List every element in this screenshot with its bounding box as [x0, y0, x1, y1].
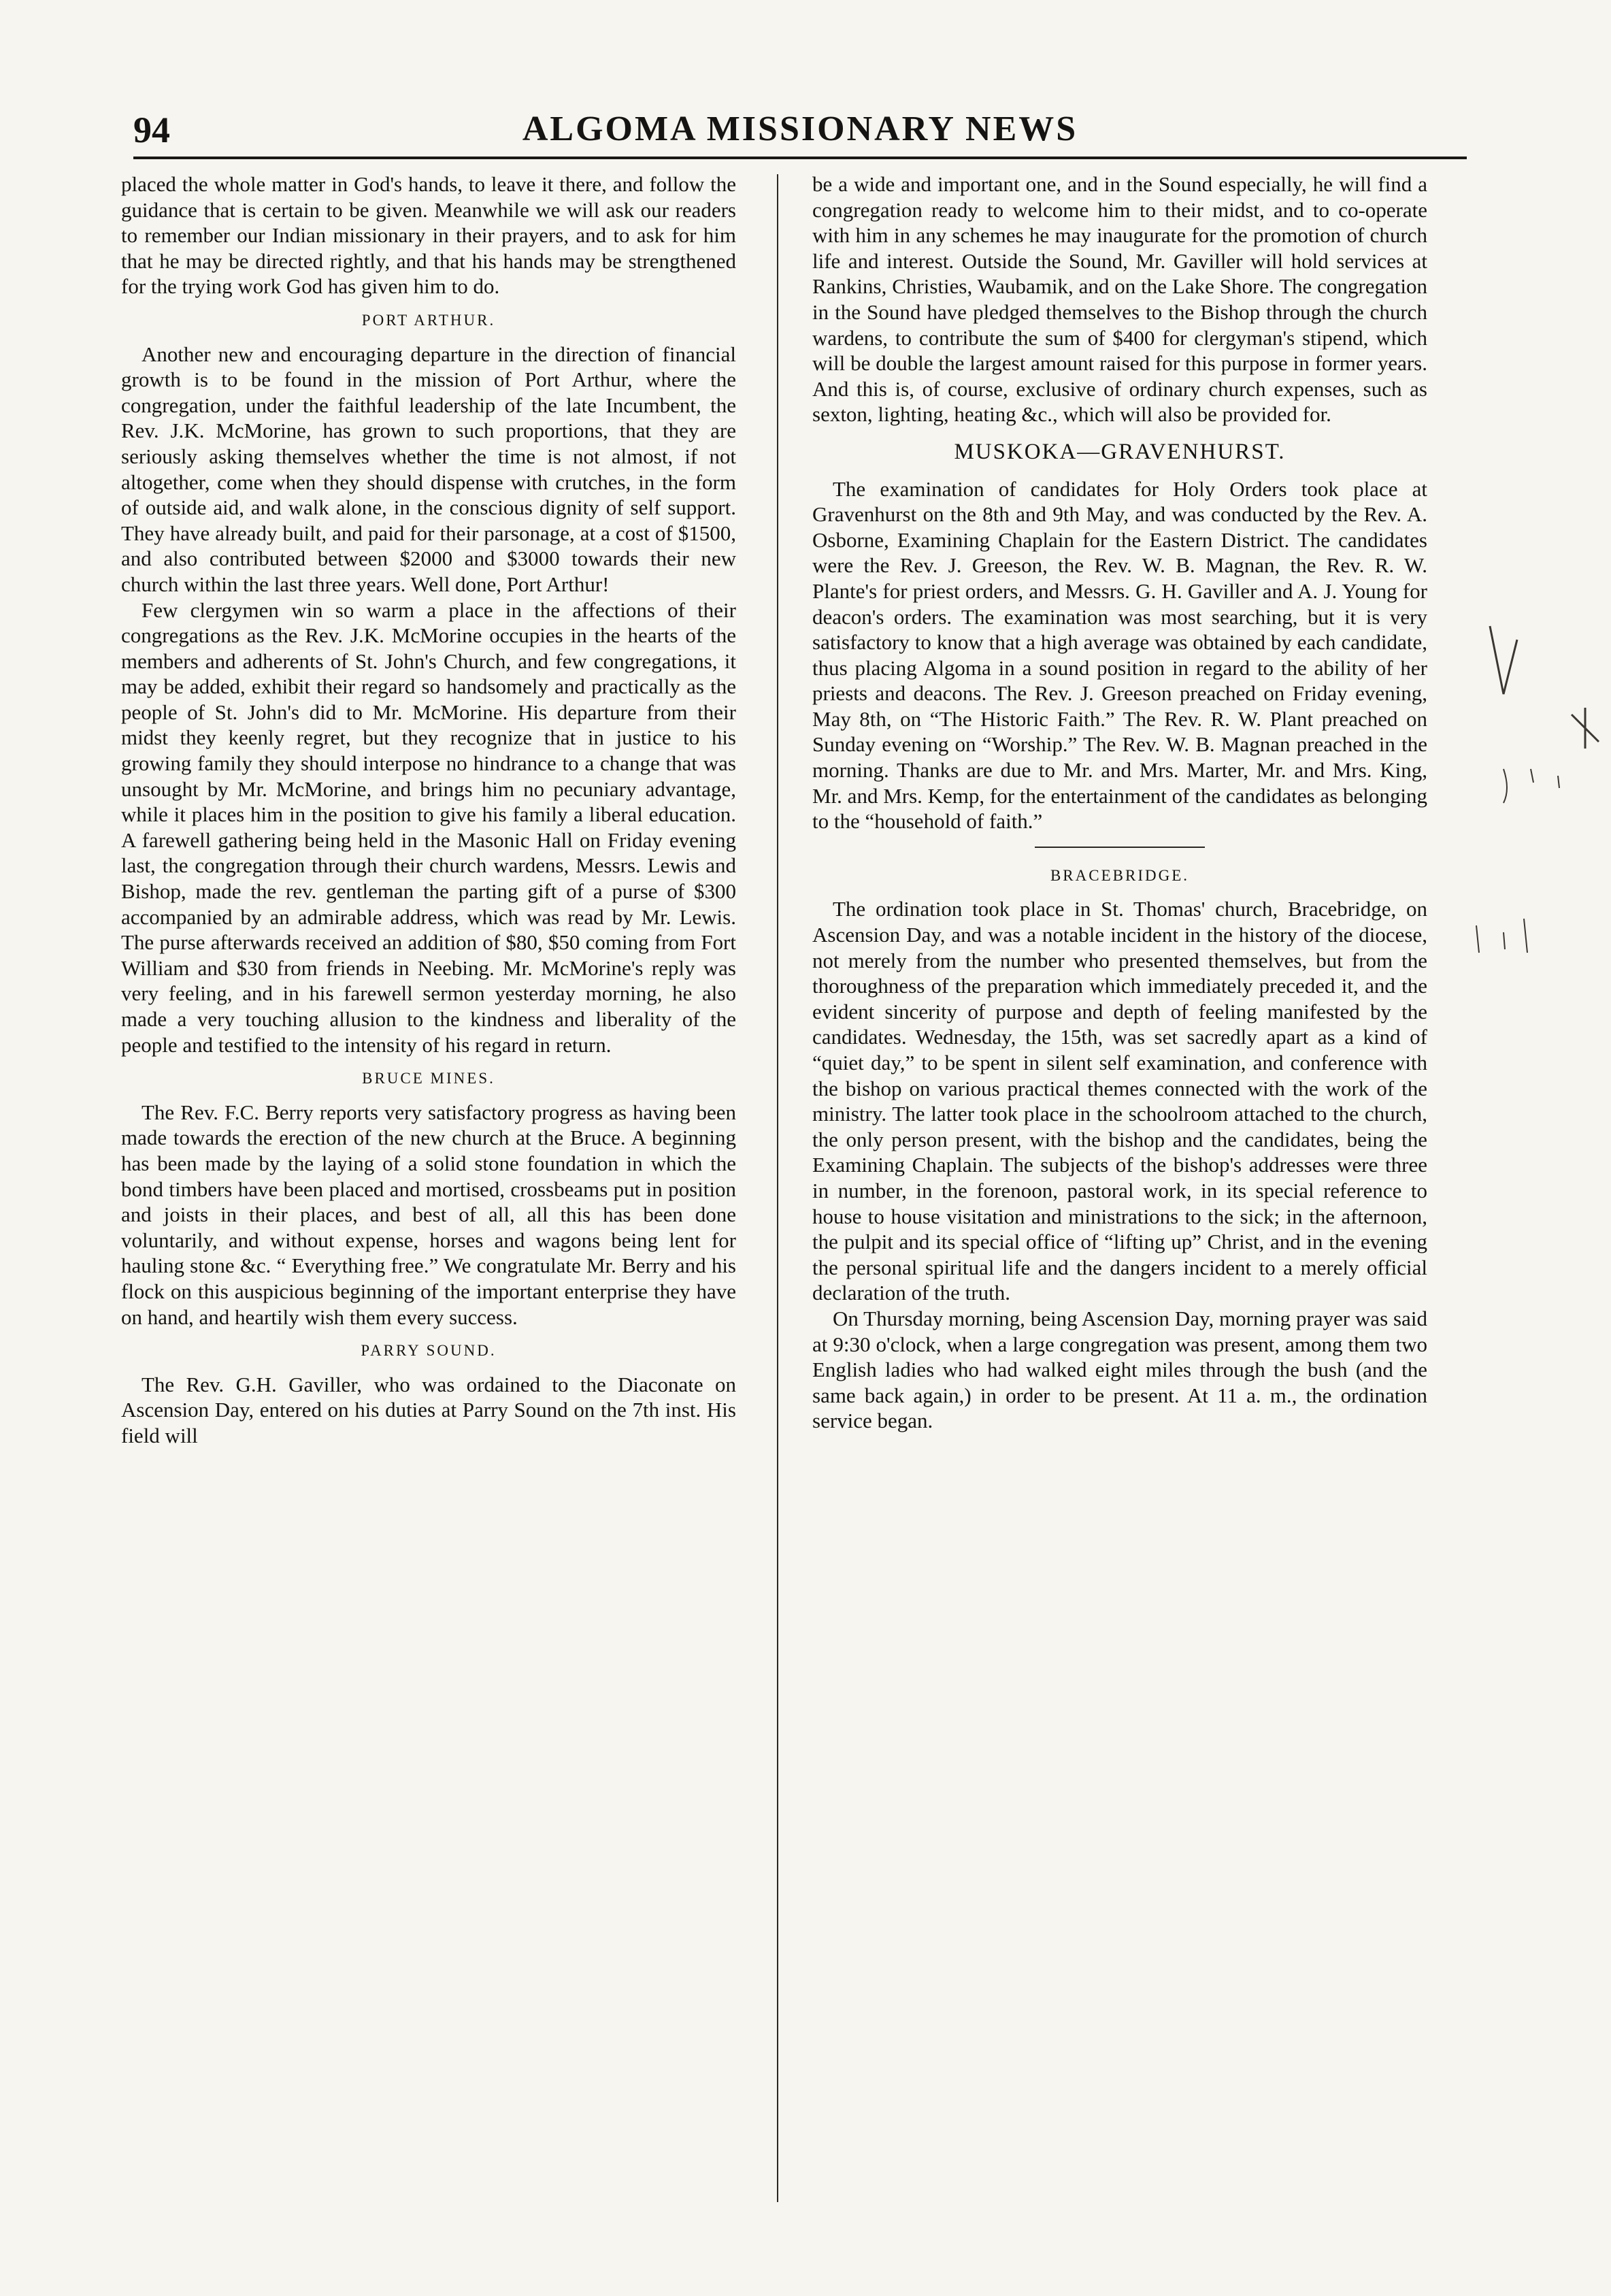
- heading-parry-sound: PARRY SOUND.: [361, 1342, 497, 1360]
- port-arthur-paragraph-2: Few clergymen win so warm a place in the affections of their congregations as the Rev. J.K. McMorine occupies in the hearts of the members and adherents of St. John's Church, and few congregations, it may be added, exhibit their regard so handsomely and practically as the people of St. John's did to Mr. McMorine. His departure from their midst they keenly regret, but they recognize that in justice to his growing family they should interpose no hindrance to a change that was unsought by Mr. McMorine, and brings him no pecuniary advantage, while it places him in the position to give his family a liberal education. A farewell gathering being held in the Masonic Hall on Friday evening last, the congregation through their church wardens, Messrs. Lewis and Bishop, made the rev. gentleman the parting gift of a purse of $300 accompanied by an admirable address, which was read by Mr. Lewis. The purse afterwards received an addition of $80, $50 coming from Fort William and $30 from friends in Neebing. Mr. McMorine's reply was very feeling, and in his farewell sermon yesterday morning, he also made a very touching allusion to the kindness and liberality of the people and testified to the intensity of his regard in return.: [121, 597, 736, 1057]
- parry-sound-continuation: be a wide and important one, and in the Sound especially, he will find a congregation ready to welcome him to their midst, and to co-operate with him in any schemes he may inaugurate for the promotion of church life and interest. Outside the Sound, Mr. Gaviller will hold services at Rankins, Christies, Waubamik, and on the Lake Shore. The congregation in the Sound have pledged themselves to the Bishop through the church wardens, to contribute the sum of $400 for clergyman's stipend, which will be double the largest amount raised for this purpose in former years. And this is, of course, exclusive of ordinary church expenses, such as sexton, lighting, heating &c., which will also be provided for.: [812, 172, 1427, 427]
- heading-bruce-mines: BRUCE MINES.: [362, 1070, 495, 1087]
- port-arthur-paragraph-1: Another new and encouraging departure in the direction of financial growth is to be found in the mission of Port Arthur, where the congregation, under the faithful leadership of the late Incumbent, the Rev. J.K. McMorine, has grown to such proportions, that they are seriously asking themselves whether the time is not almost, if not altogether, come when they should dispense with crutches, in the form of outside aid, and walk alone, in the conscious dignity of self support. They have already built, and paid for their parsonage, at a cost of $1500, and also contributed between $2000 and $3000 towards their new church within the last three years. Well done, Port Arthur!: [121, 342, 736, 596]
- parry-sound-paragraph: The Rev. G.H. Gaviller, who was ordained to the Diaconate on Ascension Day, entered on his duties at Parry Sound on the 7th inst. His field will: [121, 1372, 736, 1447]
- section-divider: [1035, 847, 1205, 848]
- page-header: [133, 109, 1467, 163]
- bracebridge-paragraph-2: On Thursday morning, being Ascension Day, morning prayer was said at 9:30 o'clock, when a large congregation was present, among them two English ladies who had walked eight miles through the bush (and the same back again,) in order to be present. At 11 a. m., the ordination service began.: [812, 1306, 1427, 1433]
- left-column: [121, 171, 736, 2227]
- heading-port-arthur: PORT ARTHUR.: [361, 311, 496, 329]
- heading-bracebridge: BRACEBRIDGE.: [1050, 866, 1190, 884]
- bracebridge-paragraph-1: The ordination took place in St. Thomas' church, Bracebridge, on Ascension Day, and was a notable incident in the history of the diocese, not merely from the number who presented themselves, but from the thoroughness of the preparation which immediately preceded it, and the evident sincerity of purpose and depth of feeling manifested by the candidates. Wednesday, the 15th, was set sacredly apart as a kind of “quiet day,” to be spent in silent self examination, and conference with the bishop on various practical themes connected with the work of the ministry. The latter took place in the schoolroom attached to the church, the only person present, with the bishop and the candidates, being the Examining Chaplain. The subjects of the bishop's addresses were three in number, in the forenoon, pastoral work, in its special reference to house to house visitation and ministrations to the sick; in the afternoon, the pulpit and its special office of “lifting up” Christ, and in the evening the personal spiritual life and the dangers incident to a merely official declaration of the truth.: [812, 897, 1427, 1305]
- muskoka-paragraph: The examination of candidates for Holy Orders took place at Gravenhurst on the 8th and 9th May, and was conducted by the Rev. A. Osborne, Examining Chaplain for the Eastern District. The candidates were the Rev. J. Greeson, the Rev. W. B. Magnan, the Rev. R. W. Plante's for priest orders, and Messrs. G. H. Gaviller and A. J. Young for deacon's orders. The examination was most searching, but it is very satisfactory to know that a high average was obtained by each candidate, thus placing Algoma in a sound position in regard to the ability of her priests and deacons. The Rev. J. Greeson preached on Friday evening, May 8th, on “The Historic Faith.” The Rev. R. W. Plant preached on Sunday evening on “Worship.” The Rev. W. B. Magnan preached in the morning. Thanks are due to Mr. and Mrs. Marter, Mr. and Mrs. King, Mr. and Mrs. Kemp, for the entertainment of the candidates as belonging to the “household of faith.”: [812, 476, 1427, 834]
- margin-pencil-marks: [1463, 612, 1606, 1633]
- running-title: ALGOMA MISSIONARY NEWS: [522, 110, 1078, 148]
- header-rule: [133, 157, 1467, 159]
- page-number: 94: [133, 110, 170, 150]
- intro-paragraph: placed the whole matter in God's hands, to leave it there, and follow the guidance that is certain to be given. Meanwhile we will ask our readers to remember our Indian missionary in their prayers, and to ask for him that he may be directed rightly, and that his hands may be strengthened for the trying work God has given him to do.: [121, 172, 736, 299]
- right-column: [812, 171, 1427, 2227]
- column-rule: [777, 174, 778, 2202]
- heading-muskoka-gravenhurst: MUSKOKA—GRAVENHURST.: [954, 439, 1286, 464]
- bruce-mines-paragraph: The Rev. F.C. Berry reports very satisfactory progress as having been made towards the erection of the new church at the Bruce. A beginning has been made by the laying of a solid stone foundation in which the bond timbers have been placed and mortised, crossbeams put in position and joists in their places, and best of all, all this has been done voluntarily, and without expense, horses and wagons being lent for hauling stone &c. “ Everything free.” We congratulate Mr. Berry and his flock on this auspicious beginning of the important enterprise they have on hand, and heartily wish them every success.: [121, 1100, 736, 1329]
